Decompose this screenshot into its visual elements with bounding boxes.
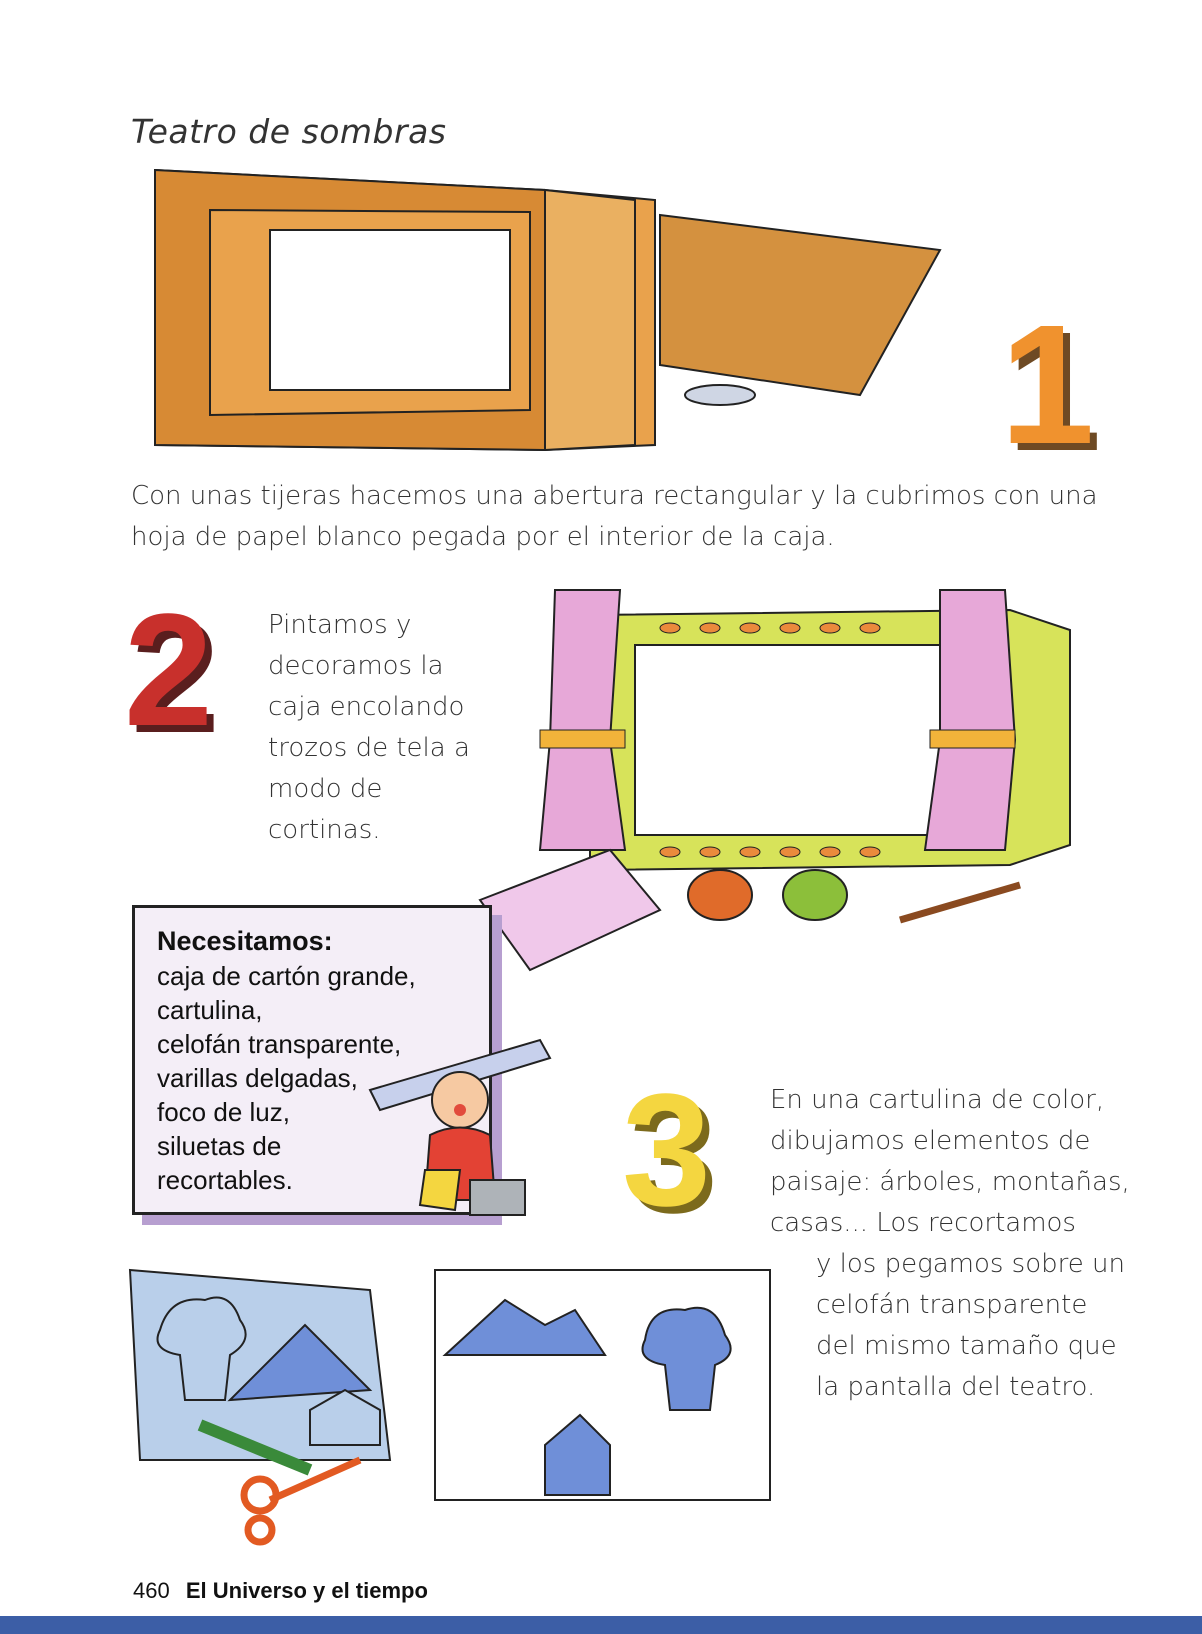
decorated-theater-illustration: [470, 590, 1070, 990]
bottom-bar: [0, 1616, 1202, 1634]
step-2-line: caja encolando: [268, 692, 465, 722]
materials-item: siluetas de: [157, 1131, 282, 1161]
step-2-line: Pintamos y: [268, 610, 412, 640]
materials-item: cartulina,: [157, 995, 263, 1025]
step-3-line: casas... Los recortamos: [770, 1208, 1076, 1238]
materials-item: celofán transparente,: [157, 1029, 402, 1059]
cardstock-cutouts-illustration: [130, 1260, 440, 1540]
step-3-line: paisaje: árboles, montañas,: [770, 1167, 1130, 1197]
page-number: 460: [133, 1578, 170, 1603]
materials-item: foco de luz,: [157, 1097, 290, 1127]
elf-with-ladder-illustration: [370, 1040, 580, 1240]
page-footer: [133, 1578, 428, 1604]
materials-heading: Necesitamos:: [157, 926, 333, 956]
section-title: El Universo y el tiempo: [185, 1578, 428, 1603]
step-2-line: trozos de tela a: [268, 733, 470, 763]
materials-item: recortables.: [157, 1165, 293, 1195]
materials-item: varillas delgadas,: [157, 1063, 358, 1093]
step-3-line: del mismo tamaño que: [816, 1331, 1117, 1361]
step-1-number: 1: [1000, 290, 1095, 480]
step-3-line: En una cartulina de color,: [770, 1085, 1105, 1115]
cardboard-box-illustration: [150, 160, 950, 460]
step-3-number: 3: [622, 1060, 711, 1239]
step-2-line: modo de: [268, 774, 383, 804]
step-2-line: cortinas.: [268, 815, 381, 845]
page-title: Teatro de sombras: [131, 112, 447, 151]
cellophane-scene-illustration: [435, 1260, 775, 1510]
step-3-text: [770, 1080, 1170, 1408]
step-1-text: Con unas tijeras hacemos una abertura rectangular y la cubrimos con una hoja de papel blanco pegada por el interior de la caja.: [131, 481, 1098, 552]
step-3-line: y los pegamos sobre un: [816, 1249, 1125, 1279]
step-3-line: la pantalla del teatro.: [816, 1372, 1096, 1402]
step-2-number: 2: [124, 580, 213, 759]
step-3-line: dibujamos elementos de: [770, 1126, 1091, 1156]
materials-item: caja de cartón grande,: [157, 961, 416, 991]
step-2-line: decoramos la: [268, 651, 444, 681]
step-3-line: celofán transparente: [816, 1290, 1088, 1320]
